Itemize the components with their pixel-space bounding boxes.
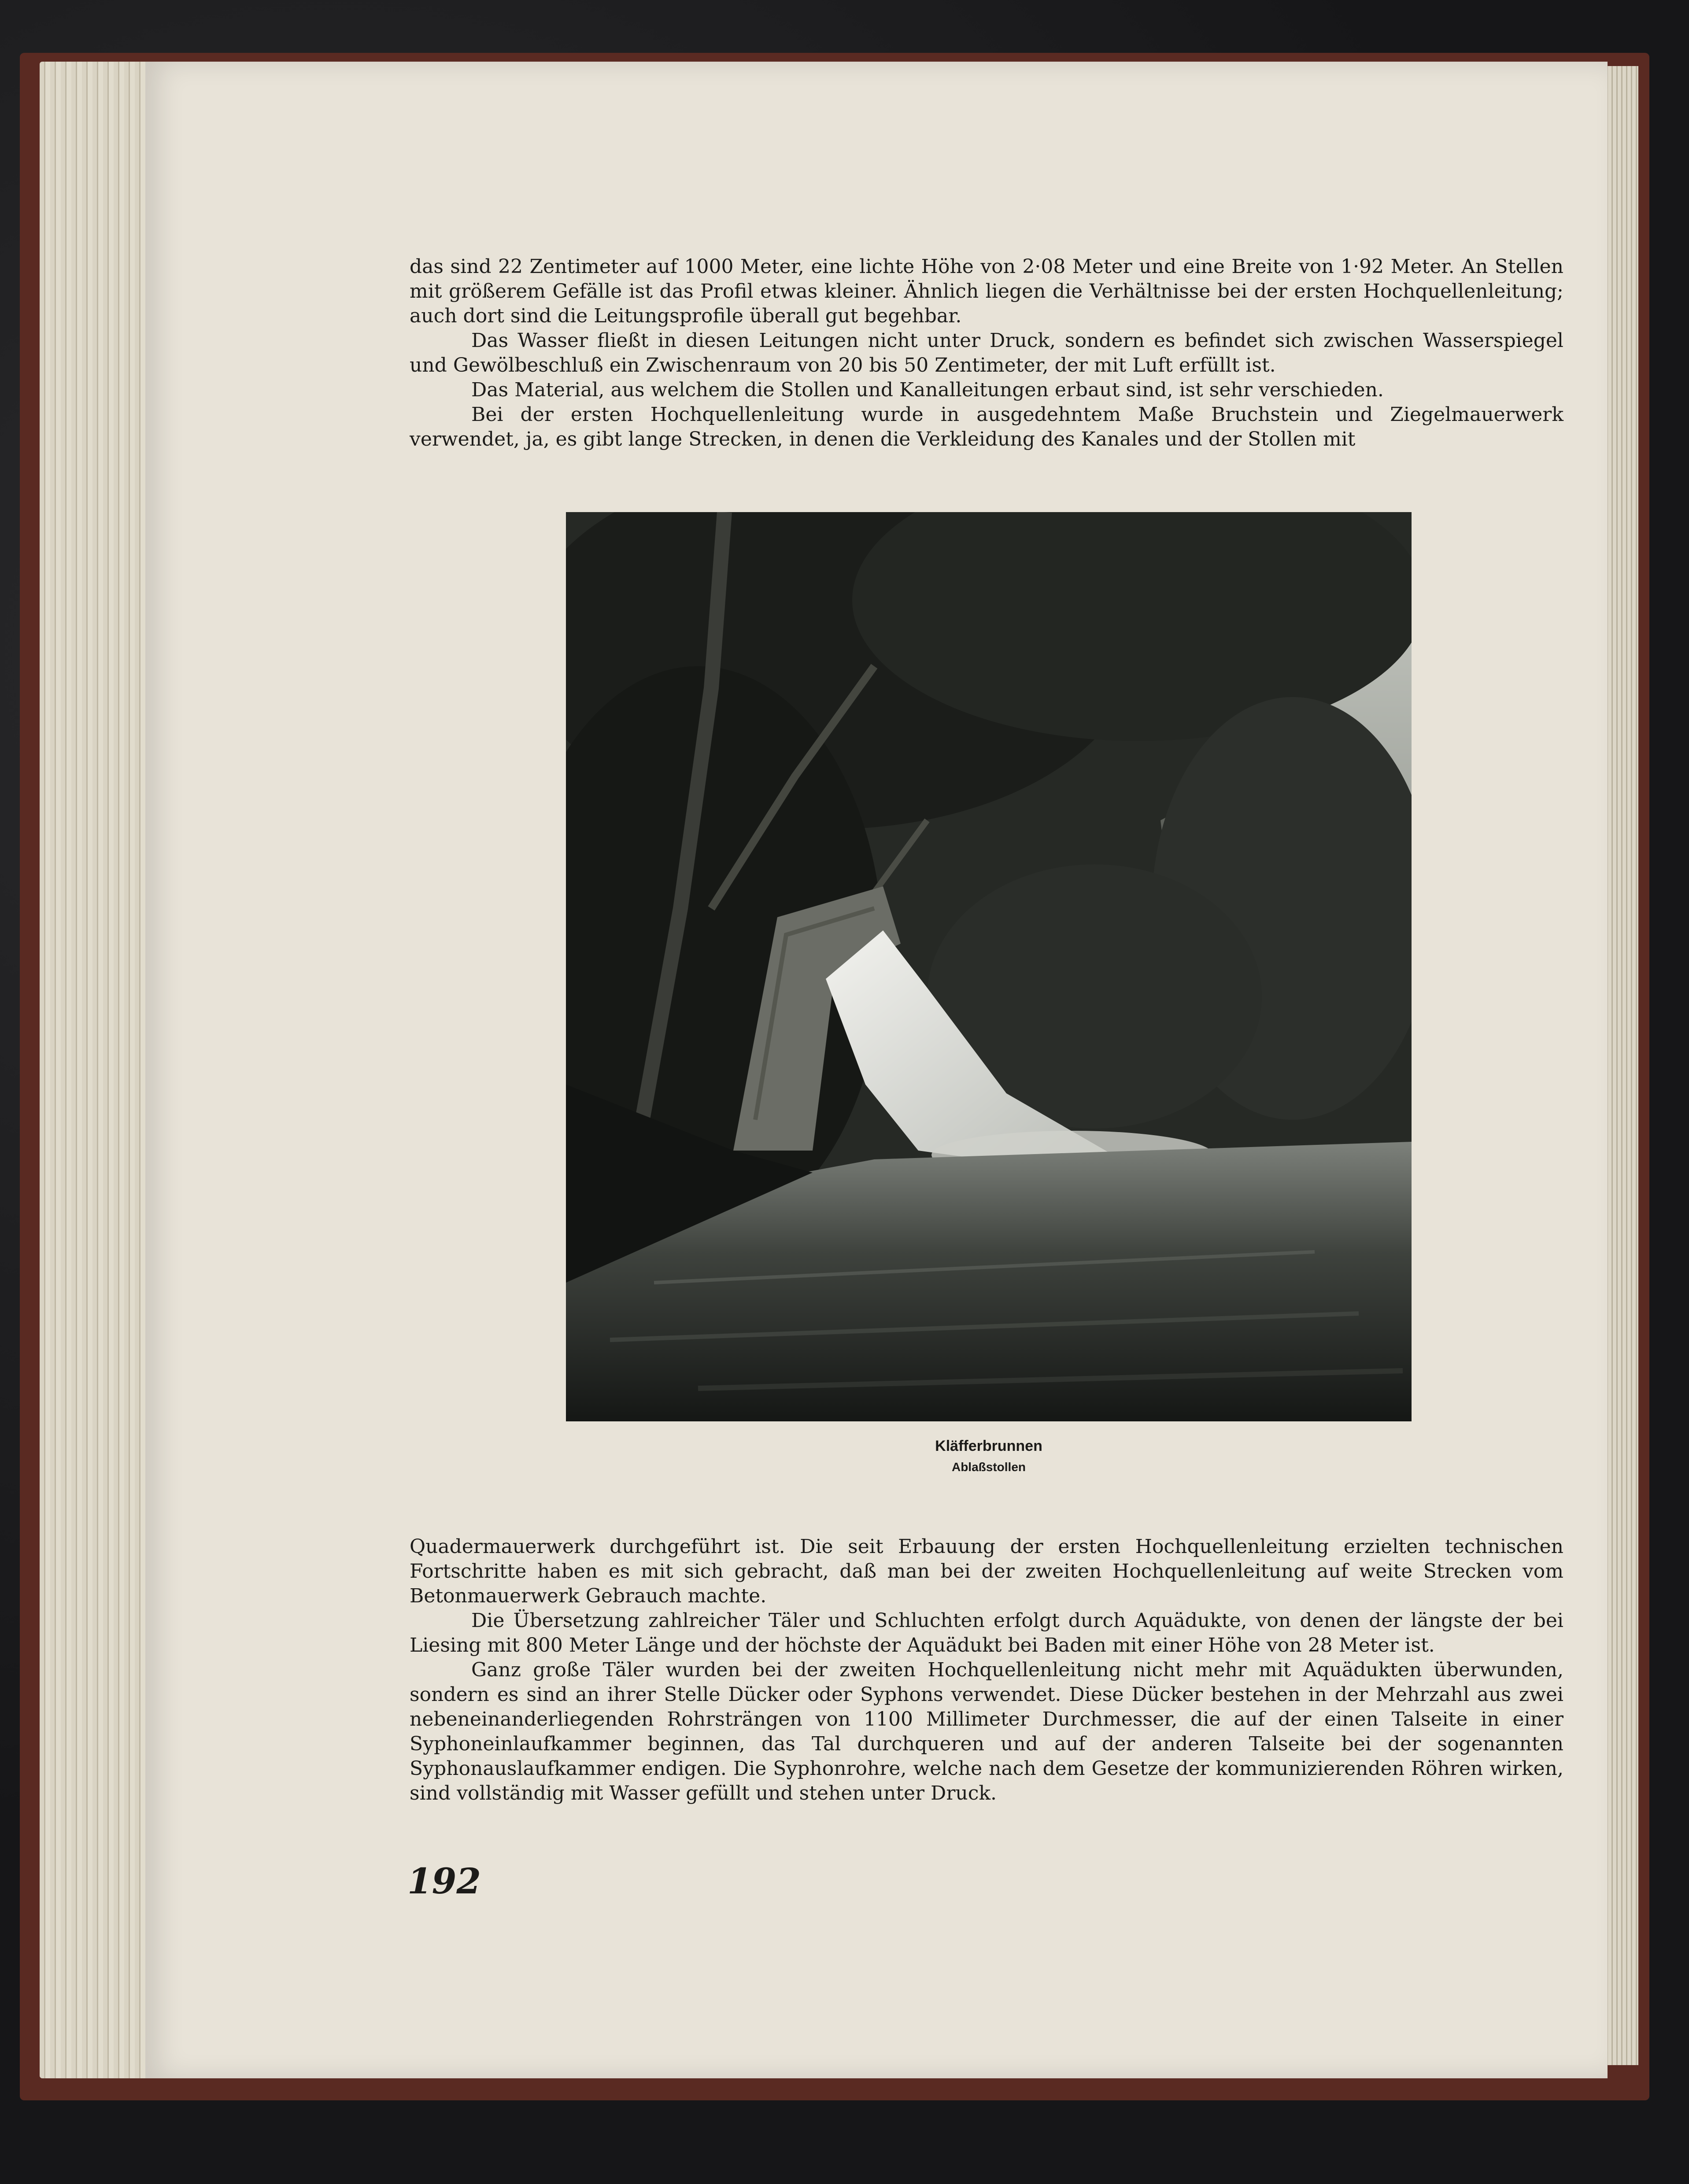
top-text-block (410, 255, 1563, 452)
paragraph: Das Material, aus welchem die Stollen und Kanalleitungen erbaut sind, ist sehr verschieden. (471, 379, 1384, 401)
bottom-text-block (410, 1535, 1563, 1806)
paragraph: Ganz große Täler wurden bei der zweiten Hochquellenleitung nicht mehr mit Aquädukten überwunden, sondern es sind an ihrer Stelle Dücker oder Syphons verwendet. Diese Dücker bestehen in der Mehrzahl aus zwei nebeneinanderliegenden Rohrsträngen von 1100 Millimeter Durchmesser, die auf der einen Talseite in einer Syphoneinlaufkammer beginnen, das Tal durchqueren und auf der anderen Talseite bei der sogenannten Syphonauslaufkammer endigen. Die Syphonrohre, welche nach dem Gesetze der kommunizierenden Röhren wirken, sind vollständig mit Wasser gefüllt und stehen unter Druck. (410, 1659, 1563, 1804)
figure-caption-subtitle: Ablaßstollen (951, 1460, 1026, 1474)
paragraph: das sind 22 Zentimeter auf 1000 Meter, eine lichte Höhe von 2·08 Meter und eine Breite von 1·92 Meter. An Stellen mit größerem Gefälle ist das Profil etwas kleiner. Ähnlich liegen die Verhältnisse bei der ersten Hochquellenleitung; auch dort sind die Leitungsprofile überall gut begehbar. (410, 255, 1563, 327)
paragraph: Die Übersetzung zahlreicher Täler und Schluchten erfolgt durch Aquädukte, von denen der längste der bei Liesing mit 800 Meter Länge und der höchste der Aquädukt bei Baden mit einer Höhe von 28 Meter ist. (410, 1609, 1563, 1656)
page-edges-right (1603, 66, 1638, 2065)
waterfall-photograph (566, 512, 1412, 1421)
paragraph: Das Wasser fließt in diesen Leitungen nicht unter Druck, sondern es befindet sich zwischen Wasserspiegel und Gewölbeschluß ein Zwischenraum von 20 bis 50 Zentimeter, der mit Luft erfüllt ist. (410, 329, 1563, 376)
figure-caption-title: Kläfferbrunnen (935, 1438, 1042, 1454)
page-edges-left (40, 62, 154, 2078)
page-number: 192 (407, 1860, 481, 1902)
paragraph: Bei der ersten Hochquellenleitung wurde in ausgedehntem Maße Bruchstein und Ziegelmauerwerk verwendet, ja, es gibt lange Strecken, in denen die Verkleidung des Kanales und der Stollen mit (410, 403, 1563, 450)
paragraph: Quadermauerwerk durchgeführt ist. Die seit Erbauung der ersten Hochquellenleitung erzielten technischen Fortschritte haben es mit sich gebracht, daß man bei der zweiten Hochquellenleitung auf weite Strecken vom Betonmauerwerk Gebrauch machte. (410, 1535, 1563, 1607)
